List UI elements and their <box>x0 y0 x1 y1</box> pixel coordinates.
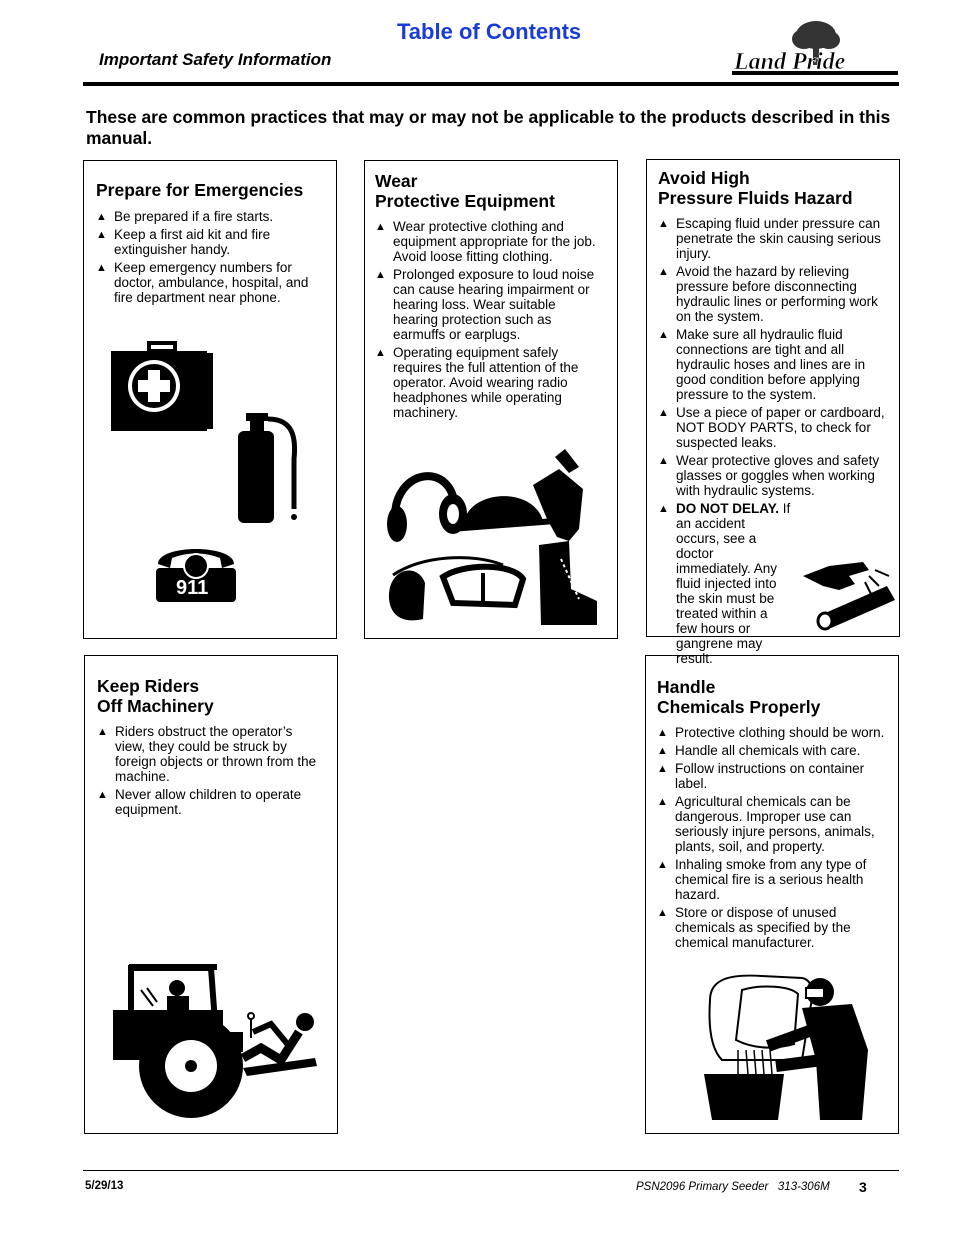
triangle-bullet-icon: ▲ <box>657 727 668 739</box>
box-title: Keep Riders Off Machinery <box>97 676 214 716</box>
footer-document-title: PSN2096 Primary Seeder 313-306M <box>636 1181 830 1193</box>
list-item: ▲ Keep emergency numbers for doctor, ambulance, hospital, and fire department near phone. <box>96 260 309 305</box>
page-number: 3 <box>859 1179 867 1195</box>
list-item: ▲ Use a piece of paper or cardboard, NOT BODY PARTS, to check for suspected leaks. <box>658 405 885 450</box>
list-item: ▲ Keep a first aid kit and fire extinguisher handy. <box>96 227 271 257</box>
bullet-list <box>657 725 887 953</box>
triangle-bullet-icon: ▲ <box>658 455 669 467</box>
section-title: Important Safety Information <box>99 50 332 69</box>
triangle-bullet-icon: ▲ <box>96 262 107 274</box>
header-rule <box>83 82 899 86</box>
box-title: Wear Protective Equipment <box>375 171 555 211</box>
table-of-contents-link[interactable]: Table of Contents <box>397 19 582 44</box>
triangle-bullet-icon: ▲ <box>375 347 386 359</box>
list-item: ▲ Wear protective gloves and safety glasses or goggles when working with hydraulic systems. <box>658 453 880 498</box>
phone-911-label: 911 <box>176 577 209 599</box>
box-title: Prepare for Emergencies <box>96 180 304 200</box>
list-item: ▲ Riders obstruct the operator’s view, they could be struck by foreign objects or thrown from the machine. <box>97 724 317 784</box>
box-title: Avoid High Pressure Fluids Hazard <box>658 168 853 208</box>
box-wear-protective-equipment <box>364 160 618 639</box>
triangle-bullet-icon: ▲ <box>97 789 108 801</box>
protective-equipment-icon <box>383 449 605 629</box>
triangle-bullet-icon: ▲ <box>375 221 386 233</box>
list-item: ▲ Handle all chemicals with care. <box>657 743 861 758</box>
triangle-bullet-icon: ▲ <box>658 503 669 515</box>
list-item: ▲ DO NOT DELAY. If an accident occurs, see a doctor immediately. Any fluid injected into the skin must be treated within a few hours or gangrene may result. <box>658 501 791 666</box>
box-avoid-high-pressure-fluids <box>646 159 900 666</box>
list-item: ▲ Inhaling smoke from any type of chemical fire is a serious health hazard. <box>657 857 867 902</box>
footer-rule <box>83 1170 899 1171</box>
fire-extinguisher-icon <box>234 409 300 529</box>
list-item: ▲ Avoid the hazard by relieving pressure before disconnecting hydraulic lines or performing work on the system. <box>658 264 878 324</box>
triangle-bullet-icon: ▲ <box>657 859 668 871</box>
triangle-bullet-icon: ▲ <box>657 907 668 919</box>
list-item: ▲ Never allow children to operate equipment. <box>97 787 302 817</box>
triangle-bullet-icon: ▲ <box>657 745 668 757</box>
list-item: ▲ Be prepared if a fire starts. <box>96 209 274 224</box>
triangle-bullet-icon: ▲ <box>658 407 669 419</box>
triangle-bullet-icon: ▲ <box>658 266 669 278</box>
tractor-rider-hazard-icon <box>111 962 321 1122</box>
hydraulic-injection-icon <box>799 556 897 632</box>
triangle-bullet-icon: ▲ <box>97 726 108 738</box>
list-item: ▲ Protective clothing should be worn. <box>657 725 885 740</box>
list-item: ▲ Make sure all hydraulic fluid connections are tight and all hydraulic hoses and lines are in good condition before applying pressure to the system. <box>658 327 866 402</box>
phone-icon <box>154 536 238 604</box>
list-item: ▲ Wear protective clothing and equipment appropriate for the job. Avoid loose fitting clothing. <box>375 219 596 264</box>
triangle-bullet-icon: ▲ <box>657 763 668 775</box>
list-item: ▲ Follow instructions on container label. <box>657 761 865 791</box>
chemical-handling-icon <box>702 970 872 1124</box>
bullet-list <box>97 724 325 820</box>
list-item: ▲ Operating equipment safely requires the full attention of the operator. Avoid wearing radio headphones while operating machinery. <box>375 345 579 420</box>
bullet-list <box>375 219 603 423</box>
box-keep-riders-off-machinery <box>84 655 338 1134</box>
box-handle-chemicals-properly <box>645 655 899 1134</box>
triangle-bullet-icon: ▲ <box>658 218 669 230</box>
triangle-bullet-icon: ▲ <box>375 269 386 281</box>
footer-date: 5/29/13 <box>85 1180 124 1192</box>
svg-text:Land Pride: Land Pride <box>734 49 846 75</box>
triangle-bullet-icon: ▲ <box>96 229 107 241</box>
list-item: ▲ Agricultural chemicals can be dangerous. Improper use can seriously injure persons, animals, plants, soil, and property. <box>657 794 875 854</box>
first-aid-kit-icon <box>109 341 215 433</box>
box-title: Handle Chemicals Properly <box>657 677 821 717</box>
bullet-list <box>96 209 321 308</box>
list-item: ▲ Store or dispose of unused chemicals as specified by the chemical manufacturer. <box>657 905 851 950</box>
list-item: ▲ Prolonged exposure to loud noise can cause hearing impairment or hearing loss. Wear suitable hearing protection such as earmuffs or earplugs. <box>375 267 595 342</box>
list-item: ▲ Escaping fluid under pressure can penetrate the skin causing serious injury. <box>658 216 881 261</box>
box-prepare-for-emergencies <box>83 160 337 639</box>
triangle-bullet-icon: ▲ <box>658 329 669 341</box>
land-pride-logo <box>728 17 900 79</box>
triangle-bullet-icon: ▲ <box>657 796 668 808</box>
triangle-bullet-icon: ▲ <box>96 211 107 223</box>
intro-text: These are common practices that may or may not be applicable to the products described in this manual. <box>86 107 891 148</box>
